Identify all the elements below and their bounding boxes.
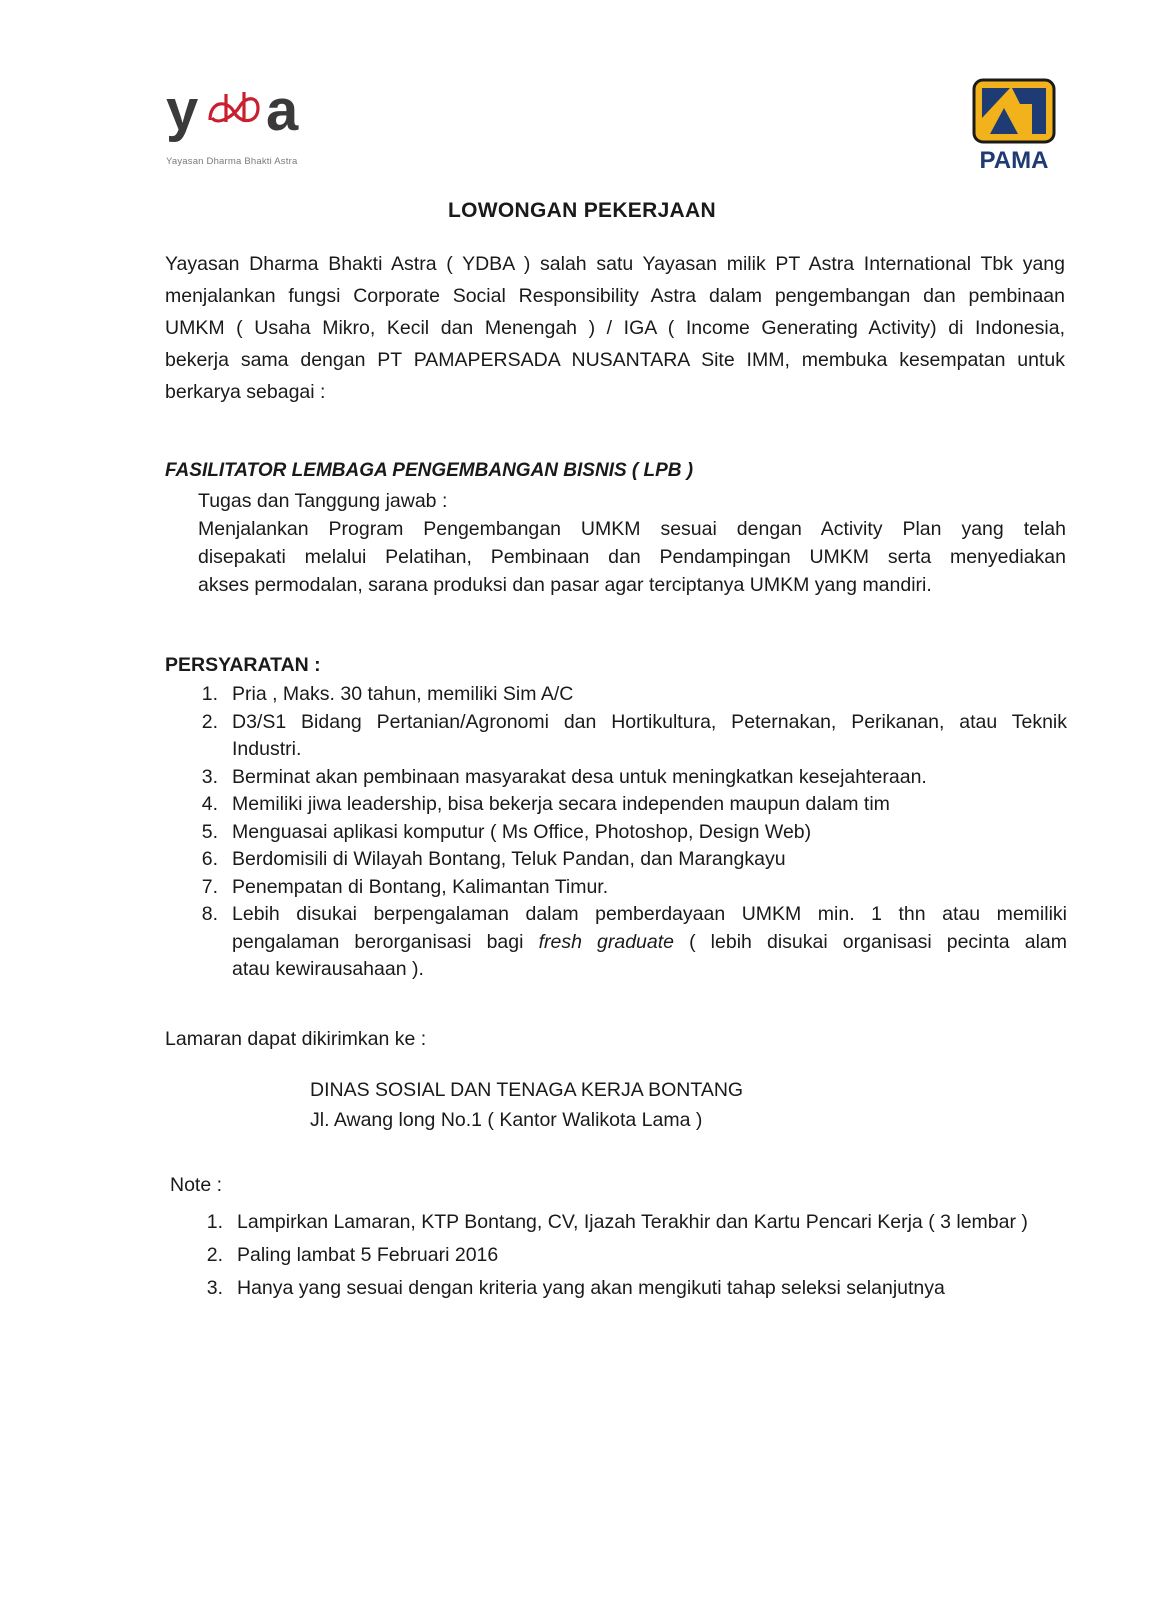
list-number: 1. xyxy=(206,1211,223,1233)
position-title: FASILITATOR LEMBAGA PENGEMBANGAN BISNIS ( LPB ) xyxy=(165,460,694,481)
list-text: Pria , Maks. 30 tahun, memiliki Sim A/C xyxy=(232,683,574,705)
requirements-list xyxy=(165,681,1067,984)
list-text: Memiliki jiwa leadership, bisa bekerja secara independen maupun dalam tim xyxy=(232,793,890,815)
application-label: Lamaran dapat dikirimkan ke : xyxy=(165,1028,427,1050)
list-number: 3. xyxy=(201,765,218,788)
duty-line: disepakati melalui Pelatihan, Pembinaan dan Pendampingan UMKM serta menyediakan xyxy=(198,546,1066,568)
page-title: LOWONGAN PEKERJAAN xyxy=(448,199,716,222)
list-number: 2. xyxy=(201,710,218,733)
note-list xyxy=(170,1206,1028,1305)
intro-line: berkarya sebagai : xyxy=(165,381,326,403)
ydba-letter-a: a xyxy=(266,82,299,143)
list-text: D3/S1 Bidang Pertanian/Agronomi dan Hortikultura, Peternakan, Perikanan, atau Teknik xyxy=(232,710,1067,733)
list-number: 3. xyxy=(206,1277,223,1299)
duty-label: Tugas dan Tanggung jawab : xyxy=(198,490,448,512)
list-text: Menguasai aplikasi komputur ( Ms Office, Photoshop, Design Web) xyxy=(232,820,812,843)
application-address xyxy=(310,1075,743,1135)
list-item xyxy=(165,901,1067,984)
pama-wordmark: PAMA xyxy=(979,147,1049,174)
list-item xyxy=(170,1239,1028,1272)
note-label: Note : xyxy=(170,1174,223,1196)
requirements-heading: PERSYARATAN : xyxy=(165,654,321,676)
list-item xyxy=(165,709,1067,764)
intro-line: Yayasan Dharma Bhakti Astra ( YDBA ) salah satu Yayasan milik PT Astra International Tbk yang xyxy=(165,253,1065,275)
list-item xyxy=(165,791,1067,819)
intro-line: menjalankan fungsi Corporate Social Responsibility Astra dalam pengembangan dan pembinaan xyxy=(165,285,1065,307)
list-text: Hanya yang sesuai dengan kriteria yang akan mengikuti tahap seleksi selanjutnya xyxy=(237,1277,945,1299)
list-text-italic: fresh graduate xyxy=(538,930,674,953)
list-text: Lebih disukai berpengalaman dalam pemberdayaan UMKM min. 1 thn atau memiliki xyxy=(232,903,1067,925)
list-text-part: pengalaman berorganisasi bagi xyxy=(232,930,539,953)
duty-section xyxy=(198,487,1066,599)
ydba-letter-y: y xyxy=(166,82,199,143)
list-item xyxy=(165,846,1067,874)
list-text: atau kewirausahaan ). xyxy=(232,958,424,980)
pama-logo xyxy=(970,78,1060,174)
list-text: Penempatan di Bontang, Kalimantan Timur. xyxy=(232,875,609,898)
list-text-mixed xyxy=(232,929,1067,957)
list-number: 6. xyxy=(201,848,218,870)
list-number: 8. xyxy=(201,903,218,925)
list-text: Berminat akan pembinaan masyarakat desa untuk meningkatkan kesejahteraan. xyxy=(232,765,927,788)
list-number: 2. xyxy=(206,1244,223,1266)
intro-line: bekerja sama dengan PT PAMAPERSADA NUSANTARA Site IMM, membuka kesempatan untuk xyxy=(165,349,1065,371)
list-text: Lampirkan Lamaran, KTP Bontang, CV, Ijazah Terakhir dan Kartu Pencari Kerja ( 3 lembar ) xyxy=(237,1211,1028,1233)
list-item xyxy=(170,1206,1028,1239)
list-text: Berdomisili di Wilayah Bontang, Teluk Pandan, dan Marangkayu xyxy=(232,848,786,870)
list-text: Industri. xyxy=(232,738,302,760)
ydba-tagline: Yayasan Dharma Bhakti Astra xyxy=(166,156,298,167)
ydba-logo-mark xyxy=(166,82,326,152)
pama-logo-mark xyxy=(970,78,1060,174)
list-item xyxy=(165,764,1067,792)
list-number: 4. xyxy=(201,793,218,815)
list-item xyxy=(165,681,1067,709)
intro-paragraph xyxy=(165,248,1065,408)
address-line: DINAS SOSIAL DAN TENAGA KERJA BONTANG xyxy=(310,1079,744,1101)
list-text: Paling lambat 5 Februari 2016 xyxy=(237,1244,499,1266)
list-item xyxy=(165,874,1067,902)
duty-line: akses permodalan, sarana produksi dan pasar agar terciptanya UMKM yang mandiri. xyxy=(198,574,932,596)
list-item xyxy=(170,1272,1028,1305)
duty-line: Menjalankan Program Pengembangan UMKM sesuai dengan Activity Plan yang telah xyxy=(198,518,1066,540)
address-line: Jl. Awang long No.1 ( Kantor Walikota Lama ) xyxy=(310,1109,703,1131)
list-number: 7. xyxy=(201,875,218,898)
list-item xyxy=(165,819,1067,847)
ydba-infinity-mark xyxy=(210,92,258,122)
list-text-part: ( lebih disukai organisasi pecinta alam xyxy=(674,930,1067,953)
intro-line: UMKM ( Usaha Mikro, Kecil dan Menengah ) / IGA ( Income Generating Activity) di Indonesia, xyxy=(165,317,1065,339)
list-number: 1. xyxy=(201,683,218,705)
list-number: 5. xyxy=(201,820,218,843)
ydba-logo xyxy=(166,82,336,172)
